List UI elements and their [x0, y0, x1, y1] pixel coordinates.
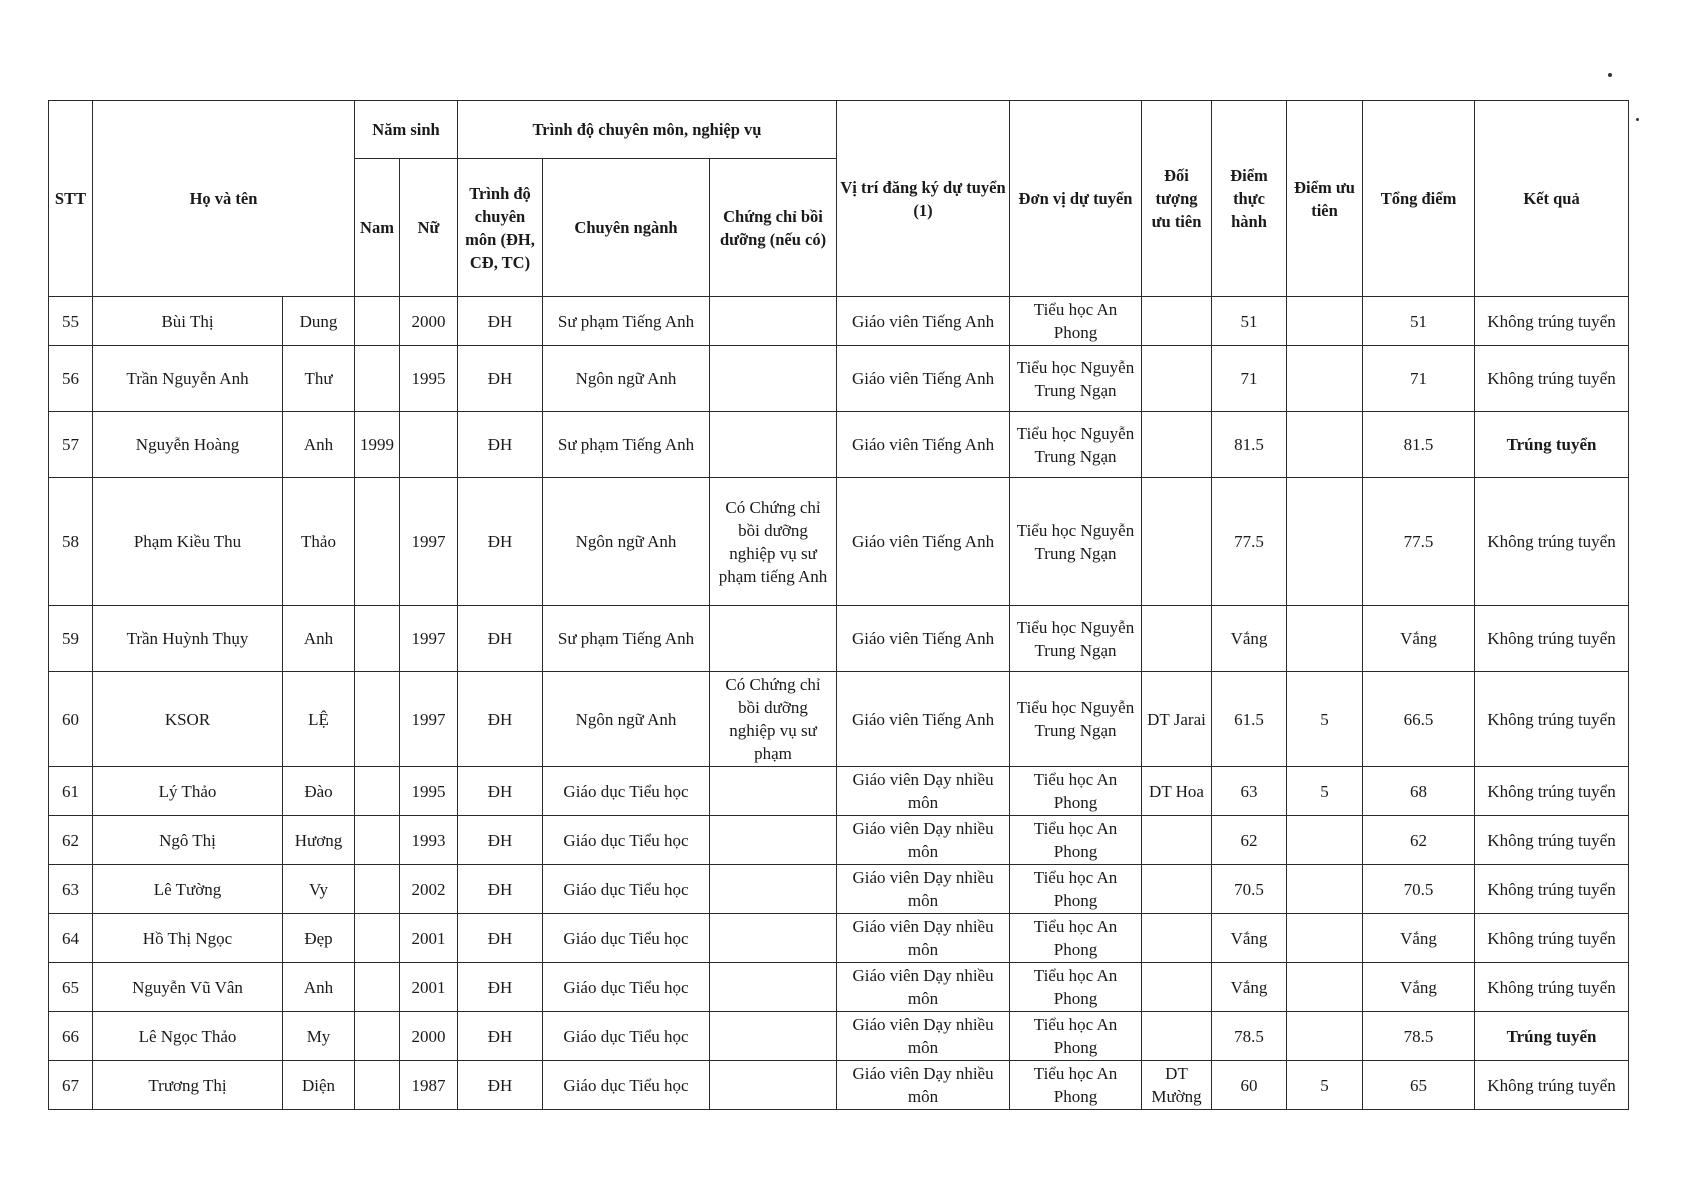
cell-chung-chi: [710, 816, 837, 865]
cell-nam: [355, 816, 400, 865]
cell-diem-uu-tien: [1287, 478, 1363, 606]
cell-diem-thuc-hanh: Vắng: [1212, 914, 1287, 963]
cell-don-vi: Tiểu học An Phong: [1010, 963, 1142, 1012]
cell-nu: 2001: [400, 963, 458, 1012]
header-diem-uu-tien: Điểm ưu tiên: [1287, 101, 1363, 297]
cell-don-vi: Tiểu học An Phong: [1010, 1061, 1142, 1110]
cell-chuyen-nganh: Giáo dục Tiểu học: [543, 1012, 710, 1061]
cell-chuyen-nganh: Sư phạm Tiếng Anh: [543, 412, 710, 478]
cell-tong-diem: 78.5: [1363, 1012, 1475, 1061]
cell-tong-diem: 62: [1363, 816, 1475, 865]
cell-ho: Trương Thị: [93, 1061, 283, 1110]
cell-nam: [355, 606, 400, 672]
cell-diem-uu-tien: 5: [1287, 1061, 1363, 1110]
cell-ket-qua: Không trúng tuyển: [1475, 297, 1629, 346]
cell-chung-chi: [710, 865, 837, 914]
cell-doi-tuong: [1142, 816, 1212, 865]
cell-vi-tri: Giáo viên Tiếng Anh: [837, 346, 1010, 412]
cell-diem-uu-tien: 5: [1287, 672, 1363, 767]
cell-ho: Phạm Kiều Thu: [93, 478, 283, 606]
cell-diem-thuc-hanh: 71: [1212, 346, 1287, 412]
header-ket-qua: Kết quả: [1475, 101, 1629, 297]
cell-stt: 66: [49, 1012, 93, 1061]
cell-ten: Anh: [283, 606, 355, 672]
cell-ten: Đẹp: [283, 914, 355, 963]
cell-trinh-do: ĐH: [458, 606, 543, 672]
cell-diem-thuc-hanh: 62: [1212, 816, 1287, 865]
cell-vi-tri: Giáo viên Dạy nhiều môn: [837, 865, 1010, 914]
cell-chung-chi: [710, 963, 837, 1012]
cell-nam: [355, 914, 400, 963]
cell-ten: LỆ: [283, 672, 355, 767]
header-ho-va-ten: Họ và tên: [93, 101, 355, 297]
cell-nam: 1999: [355, 412, 400, 478]
cell-doi-tuong: [1142, 412, 1212, 478]
cell-ten: Đào: [283, 767, 355, 816]
cell-nam: [355, 672, 400, 767]
cell-tong-diem: 71: [1363, 346, 1475, 412]
table-row: [49, 478, 1629, 606]
cell-chung-chi: [710, 606, 837, 672]
cell-don-vi: Tiểu học An Phong: [1010, 816, 1142, 865]
cell-diem-thuc-hanh: 61.5: [1212, 672, 1287, 767]
cell-chuyen-nganh: Ngôn ngữ Anh: [543, 346, 710, 412]
cell-diem-thuc-hanh: 81.5: [1212, 412, 1287, 478]
cell-diem-uu-tien: [1287, 963, 1363, 1012]
cell-stt: 65: [49, 963, 93, 1012]
table-row: [49, 606, 1629, 672]
cell-trinh-do: ĐH: [458, 914, 543, 963]
cell-nu: 1987: [400, 1061, 458, 1110]
cell-diem-uu-tien: [1287, 346, 1363, 412]
cell-don-vi: Tiểu học An Phong: [1010, 297, 1142, 346]
cell-ho: Lê Tường: [93, 865, 283, 914]
cell-nu: 2000: [400, 1012, 458, 1061]
cell-ket-qua: Không trúng tuyển: [1475, 672, 1629, 767]
cell-trinh-do: ĐH: [458, 1061, 543, 1110]
cell-trinh-do: ĐH: [458, 816, 543, 865]
cell-tong-diem: 70.5: [1363, 865, 1475, 914]
cell-trinh-do: ĐH: [458, 963, 543, 1012]
cell-chuyen-nganh: Giáo dục Tiểu học: [543, 816, 710, 865]
cell-diem-thuc-hanh: 63: [1212, 767, 1287, 816]
cell-stt: 55: [49, 297, 93, 346]
cell-nu: 2000: [400, 297, 458, 346]
table-row: [49, 297, 1629, 346]
cell-chuyen-nganh: Giáo dục Tiểu học: [543, 1061, 710, 1110]
cell-nu: 1997: [400, 478, 458, 606]
header-trinh-do: Trình độ chuyên môn (ĐH, CĐ, TC): [458, 159, 543, 297]
cell-stt: 58: [49, 478, 93, 606]
cell-vi-tri: Giáo viên Dạy nhiều môn: [837, 1012, 1010, 1061]
cell-chuyen-nganh: Ngôn ngữ Anh: [543, 478, 710, 606]
header-stt: STT: [49, 101, 93, 297]
cell-ket-qua: Không trúng tuyển: [1475, 816, 1629, 865]
cell-doi-tuong: [1142, 1012, 1212, 1061]
cell-ket-qua: Không trúng tuyển: [1475, 1061, 1629, 1110]
cell-trinh-do: ĐH: [458, 865, 543, 914]
header-nam: Nam: [355, 159, 400, 297]
cell-don-vi: Tiểu học An Phong: [1010, 914, 1142, 963]
cell-vi-tri: Giáo viên Tiếng Anh: [837, 412, 1010, 478]
cell-ten: Diện: [283, 1061, 355, 1110]
cell-ten: Thư: [283, 346, 355, 412]
cell-chung-chi: Có Chứng chỉ bồi dưỡng nghiệp vụ sư phạm tiếng Anh: [710, 478, 837, 606]
cell-trinh-do: ĐH: [458, 346, 543, 412]
cell-ho: Nguyễn Hoàng: [93, 412, 283, 478]
cell-vi-tri: Giáo viên Tiếng Anh: [837, 672, 1010, 767]
header-chung-chi: Chứng chỉ bồi dưỡng (nếu có): [710, 159, 837, 297]
cell-doi-tuong: [1142, 478, 1212, 606]
table-row: [49, 412, 1629, 478]
cell-ket-qua: Không trúng tuyển: [1475, 963, 1629, 1012]
table-row: [49, 672, 1629, 767]
cell-ket-qua: Không trúng tuyển: [1475, 767, 1629, 816]
cell-ho: Bùi Thị: [93, 297, 283, 346]
cell-stt: 62: [49, 816, 93, 865]
cell-ket-qua: Không trúng tuyển: [1475, 478, 1629, 606]
cell-doi-tuong: [1142, 963, 1212, 1012]
cell-chung-chi: [710, 297, 837, 346]
cell-chung-chi: [710, 767, 837, 816]
cell-tong-diem: Vắng: [1363, 963, 1475, 1012]
cell-nu: 1995: [400, 767, 458, 816]
table-row: [49, 1061, 1629, 1110]
table-row: [49, 963, 1629, 1012]
cell-tong-diem: Vắng: [1363, 914, 1475, 963]
cell-nam: [355, 963, 400, 1012]
cell-nam: [355, 767, 400, 816]
cell-stt: 64: [49, 914, 93, 963]
cell-chuyen-nganh: Giáo dục Tiểu học: [543, 767, 710, 816]
cell-doi-tuong: DT Mường: [1142, 1061, 1212, 1110]
cell-diem-uu-tien: [1287, 297, 1363, 346]
cell-ket-qua: Không trúng tuyển: [1475, 606, 1629, 672]
cell-chuyen-nganh: Sư phạm Tiếng Anh: [543, 297, 710, 346]
header-don-vi: Đơn vị dự tuyển: [1010, 101, 1142, 297]
cell-diem-thuc-hanh: Vắng: [1212, 963, 1287, 1012]
cell-chung-chi: [710, 914, 837, 963]
cell-stt: 67: [49, 1061, 93, 1110]
header-doi-tuong: Đối tượng ưu tiên: [1142, 101, 1212, 297]
cell-ho: KSOR: [93, 672, 283, 767]
cell-vi-tri: Giáo viên Tiếng Anh: [837, 478, 1010, 606]
cell-chuyen-nganh: Giáo dục Tiểu học: [543, 865, 710, 914]
table-row: [49, 346, 1629, 412]
cell-trinh-do: ĐH: [458, 478, 543, 606]
cell-ho: Hồ Thị Ngọc: [93, 914, 283, 963]
cell-ten: Thảo: [283, 478, 355, 606]
header-nam-sinh: Năm sinh: [355, 101, 458, 159]
cell-doi-tuong: [1142, 606, 1212, 672]
table-row: [49, 865, 1629, 914]
cell-doi-tuong: DT Hoa: [1142, 767, 1212, 816]
header-diem-thuc-hanh: Điểm thực hành: [1212, 101, 1287, 297]
cell-trinh-do: ĐH: [458, 767, 543, 816]
cell-diem-thuc-hanh: 60: [1212, 1061, 1287, 1110]
cell-vi-tri: Giáo viên Dạy nhiều môn: [837, 816, 1010, 865]
cell-nu: 2001: [400, 914, 458, 963]
cell-vi-tri: Giáo viên Dạy nhiều môn: [837, 963, 1010, 1012]
cell-don-vi: Tiểu học Nguyễn Trung Ngạn: [1010, 346, 1142, 412]
cell-ket-qua: Trúng tuyển: [1475, 412, 1629, 478]
cell-ket-qua: Không trúng tuyển: [1475, 346, 1629, 412]
table-body: [49, 297, 1629, 1110]
cell-doi-tuong: DT Jarai: [1142, 672, 1212, 767]
cell-ho: Trần Huỳnh Thụy: [93, 606, 283, 672]
cell-ten: My: [283, 1012, 355, 1061]
cell-vi-tri: Giáo viên Tiếng Anh: [837, 297, 1010, 346]
cell-chung-chi: [710, 412, 837, 478]
cell-tong-diem: 77.5: [1363, 478, 1475, 606]
cell-chuyen-nganh: Giáo dục Tiểu học: [543, 963, 710, 1012]
cell-diem-uu-tien: [1287, 1012, 1363, 1061]
cell-ket-qua: Không trúng tuyển: [1475, 865, 1629, 914]
cell-ho: Lý Thảo: [93, 767, 283, 816]
cell-doi-tuong: [1142, 346, 1212, 412]
cell-nam: [355, 346, 400, 412]
cell-tong-diem: 81.5: [1363, 412, 1475, 478]
cell-ho: Nguyễn Vũ Vân: [93, 963, 283, 1012]
cell-trinh-do: ĐH: [458, 412, 543, 478]
header-nu: Nữ: [400, 159, 458, 297]
cell-diem-thuc-hanh: Vắng: [1212, 606, 1287, 672]
table-header: [49, 101, 1629, 297]
cell-diem-thuc-hanh: 70.5: [1212, 865, 1287, 914]
cell-nam: [355, 478, 400, 606]
cell-diem-uu-tien: 5: [1287, 767, 1363, 816]
cell-chuyen-nganh: Sư phạm Tiếng Anh: [543, 606, 710, 672]
cell-ho: Trần Nguyễn Anh: [93, 346, 283, 412]
cell-tong-diem: 66.5: [1363, 672, 1475, 767]
cell-ten: Vy: [283, 865, 355, 914]
cell-nu: [400, 412, 458, 478]
cell-don-vi: Tiểu học Nguyễn Trung Ngạn: [1010, 672, 1142, 767]
cell-nu: 1995: [400, 346, 458, 412]
cell-tong-diem: Vắng: [1363, 606, 1475, 672]
header-tong-diem: Tổng điểm: [1363, 101, 1475, 297]
cell-stt: 63: [49, 865, 93, 914]
cell-diem-uu-tien: [1287, 412, 1363, 478]
scan-speck: [1608, 73, 1612, 77]
cell-chuyen-nganh: Giáo dục Tiểu học: [543, 914, 710, 963]
cell-trinh-do: ĐH: [458, 672, 543, 767]
cell-chung-chi: [710, 346, 837, 412]
cell-vi-tri: Giáo viên Dạy nhiều môn: [837, 914, 1010, 963]
cell-don-vi: Tiểu học An Phong: [1010, 767, 1142, 816]
cell-don-vi: Tiểu học Nguyễn Trung Ngạn: [1010, 606, 1142, 672]
cell-ket-qua: Trúng tuyển: [1475, 1012, 1629, 1061]
cell-chung-chi: [710, 1012, 837, 1061]
cell-diem-uu-tien: [1287, 816, 1363, 865]
cell-stt: 61: [49, 767, 93, 816]
cell-ten: Anh: [283, 412, 355, 478]
cell-tong-diem: 65: [1363, 1061, 1475, 1110]
table-row: [49, 914, 1629, 963]
cell-trinh-do: ĐH: [458, 1012, 543, 1061]
cell-diem-thuc-hanh: 51: [1212, 297, 1287, 346]
cell-stt: 59: [49, 606, 93, 672]
cell-diem-uu-tien: [1287, 606, 1363, 672]
cell-diem-uu-tien: [1287, 865, 1363, 914]
cell-don-vi: Tiểu học An Phong: [1010, 1012, 1142, 1061]
cell-ho: Ngô Thị: [93, 816, 283, 865]
header-vi-tri: Vị trí đăng ký dự tuyển (1): [837, 101, 1010, 297]
cell-ten: Dung: [283, 297, 355, 346]
cell-nam: [355, 865, 400, 914]
cell-don-vi: Tiểu học An Phong: [1010, 865, 1142, 914]
cell-doi-tuong: [1142, 297, 1212, 346]
cell-vi-tri: Giáo viên Tiếng Anh: [837, 606, 1010, 672]
cell-tong-diem: 68: [1363, 767, 1475, 816]
cell-nu: 1997: [400, 672, 458, 767]
cell-nam: [355, 1012, 400, 1061]
cell-nu: 1997: [400, 606, 458, 672]
table-row: [49, 767, 1629, 816]
cell-vi-tri: Giáo viên Dạy nhiều môn: [837, 767, 1010, 816]
cell-nu: 2002: [400, 865, 458, 914]
scan-speck: [1636, 118, 1639, 121]
cell-nu: 1993: [400, 816, 458, 865]
results-sheet: [48, 100, 1628, 1110]
cell-ten: Anh: [283, 963, 355, 1012]
table-row: [49, 1012, 1629, 1061]
cell-diem-thuc-hanh: 77.5: [1212, 478, 1287, 606]
cell-trinh-do: ĐH: [458, 297, 543, 346]
cell-vi-tri: Giáo viên Dạy nhiều môn: [837, 1061, 1010, 1110]
cell-nam: [355, 297, 400, 346]
cell-ho: Lê Ngọc Thảo: [93, 1012, 283, 1061]
cell-tong-diem: 51: [1363, 297, 1475, 346]
table-row: [49, 816, 1629, 865]
cell-don-vi: Tiểu học Nguyễn Trung Ngạn: [1010, 412, 1142, 478]
header-chuyen-nganh: Chuyên ngành: [543, 159, 710, 297]
cell-stt: 56: [49, 346, 93, 412]
cell-doi-tuong: [1142, 865, 1212, 914]
cell-ket-qua: Không trúng tuyển: [1475, 914, 1629, 963]
cell-don-vi: Tiểu học Nguyễn Trung Ngạn: [1010, 478, 1142, 606]
cell-nam: [355, 1061, 400, 1110]
header-trinh-do-group: Trình độ chuyên môn, nghiệp vụ: [458, 101, 837, 159]
cell-diem-thuc-hanh: 78.5: [1212, 1012, 1287, 1061]
results-table: [48, 100, 1629, 1110]
cell-doi-tuong: [1142, 914, 1212, 963]
cell-chuyen-nganh: Ngôn ngữ Anh: [543, 672, 710, 767]
cell-chung-chi: Có Chứng chỉ bồi dưỡng nghiệp vụ sư phạm: [710, 672, 837, 767]
cell-chung-chi: [710, 1061, 837, 1110]
cell-diem-uu-tien: [1287, 914, 1363, 963]
cell-ten: Hương: [283, 816, 355, 865]
cell-stt: 57: [49, 412, 93, 478]
cell-stt: 60: [49, 672, 93, 767]
